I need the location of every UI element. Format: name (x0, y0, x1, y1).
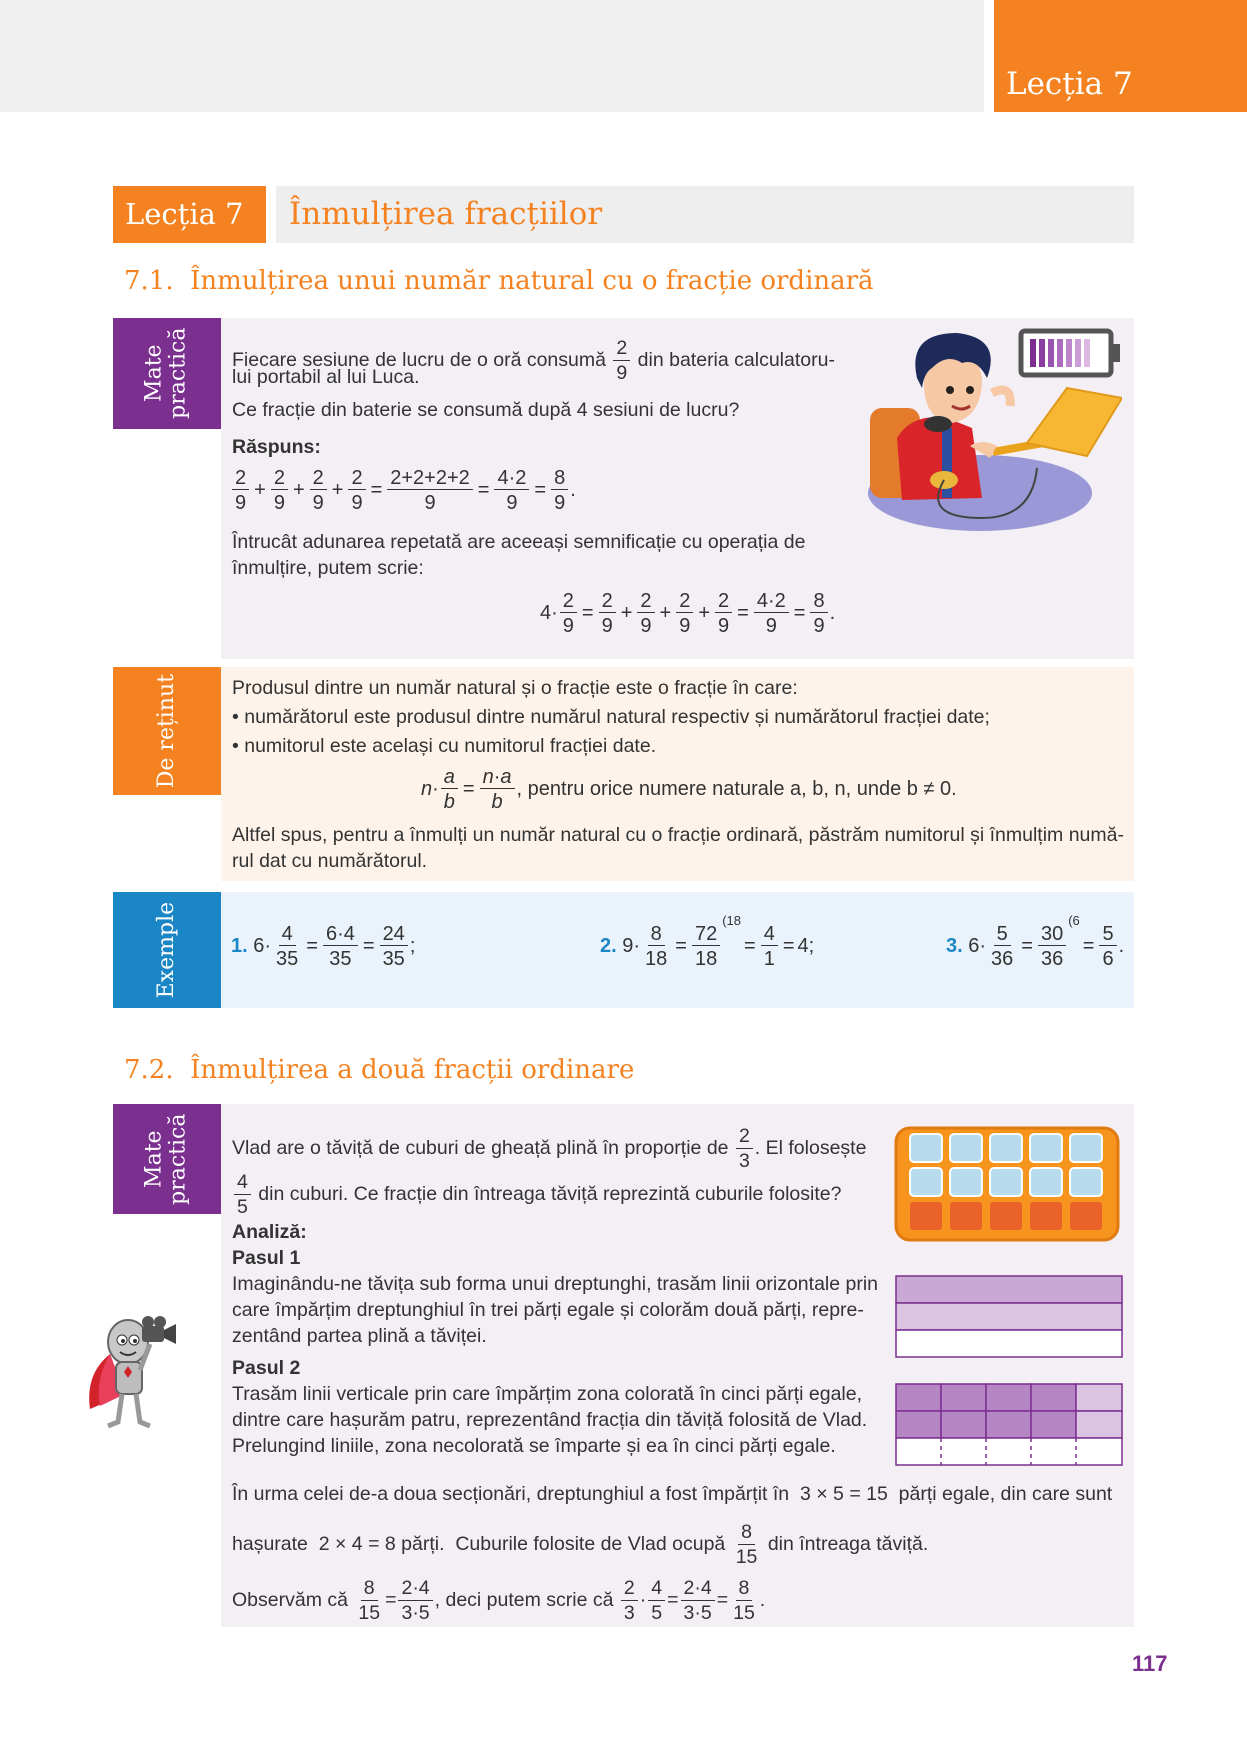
problem-text-1: Fiecare sesiune de lucru de o oră consumă $\frac{2}{9}$ din bateria calculatoru- (232, 337, 835, 384)
answer-label: Răspuns: (232, 436, 321, 458)
section-heading-7-1: 7.1. Înmulțirea unui număr natural cu o fracție ordinară (124, 266, 874, 296)
section-heading-7-2: 7.2. Înmulțirea a două fracții ordinare (124, 1055, 635, 1085)
remember-text-1: Produsul dintre un număr natural și o fracție este o fracție în care: (232, 677, 798, 699)
example-2: 2. 9· $\frac{8}{18}$ = $\frac{72}{18}$ $^{(18}$= $\frac{4}{1}$ = 4; (600, 913, 815, 970)
sum-equation: $\frac{2}{9}$ + $\frac{2}{9}$ + $\frac{2}{9}$ + $\frac{2}{9}$ = $\frac{2+2+2+2}{9}$ = $\frac{4\cdot 2}{9}$ = $\frac{8}{9}$ . (230, 467, 576, 514)
after-text-2: hașurate 2 × 4 = 8 părți. Cuburile folosite de Vlad ocupă $\frac{8}{15}$ din întreaga tăviță. (232, 1521, 929, 1568)
remember-text-2: • numărătorul este produsul dintre numărul natural respectiv și numărătorul fracției date; (232, 706, 990, 728)
step1-text-1: Imaginându-ne tăvița sub forma unui dreptunghi, trasăm linii orizontale prin (232, 1273, 879, 1295)
step1-text-3: zentând partea plină a tăviței. (232, 1325, 487, 1347)
header-bar (0, 0, 984, 112)
ice-tray-illustration (892, 1124, 1122, 1244)
page-number: 117 (1132, 1651, 1168, 1676)
practice-label-2: Mate practică (113, 1104, 221, 1214)
analysis-label: Analiză: (232, 1221, 307, 1243)
step1-text-2: care împărțim dreptunghiul în trei părți egale și colorăm două părți, repre- (232, 1299, 864, 1321)
step1-label: Pasul 1 (232, 1247, 301, 1269)
header-lesson-tab: Lecția 7 (994, 0, 1247, 112)
explanation-1: Întrucât adunarea repetată are aceeași semnificație cu operația de (232, 531, 806, 553)
after-text-1: În urma celei de-a doua secționări, dreptunghiul a fost împărțit în 3 × 5 = 15 părți egale, din care sunt (232, 1483, 1113, 1505)
remember-text-5: rul dat cu numărătorul. (232, 850, 428, 872)
observation-text: Observăm că $\frac{8}{15}$ = $\frac{2\cdot 4}{3\cdot 5}$ , deci putem scrie că $\frac{2}{3}$ · $\frac{4}{5}$ = $\frac{2\cdot 4}{3\cdot 5}$ = $\frac{8}{15}$ . (232, 1577, 766, 1624)
step2-label: Pasul 2 (232, 1357, 301, 1379)
page-title: Înmulțirea fracțiilor (289, 196, 603, 232)
tray-problem-1: Vlad are o tăviță de cuburi de gheață plină în proporție de $\frac{2}{3}$ . El folosește (232, 1125, 867, 1172)
practice-label: Mate practică (113, 318, 221, 429)
product-equation: 4· $\frac{2}{9}$ = $\frac{2}{9}$ + $\frac{2}{9}$ + $\frac{2}{9}$ + $\frac{2}{9}$ = $\frac{4\cdot 2}{9}$ = $\frac{8}{9}$ . (540, 590, 836, 637)
lesson-badge: Lecția 7 (113, 186, 266, 243)
step2-grid-diagram (894, 1382, 1124, 1468)
remember-text-3: • numitorul este același cu numitorul fracției date. (232, 735, 657, 757)
explanation-2: înmulțire, putem scrie: (232, 557, 424, 579)
example-3: 3. 6· $\frac{5}{36}$ = $\frac{30}{36}$ $^{(6}$= $\frac{5}{6}$ . (946, 913, 1125, 970)
fraction-2-9: $\frac{2}{9}$ (613, 338, 630, 384)
example-1: 1. 6· $\frac{4}{35}$ = $\frac{6\cdot 4}{35}$ = $\frac{24}{35}$ ; (231, 923, 416, 970)
rule-formula: n· $\frac{a}{b}$ = $\frac{n\cdot a}{b}$ , pentru orice numere naturale a, b, n, unde b ≠ 0. (421, 766, 957, 813)
tray-problem-2: $\frac{4}{5}$ din cuburi. Ce fracție din întreaga tăviță reprezintă cuburile folosite? (232, 1172, 841, 1218)
remember-label: De reținut (113, 667, 221, 795)
question-text: Ce fracție din baterie se consumă după 4 sesiuni de lucru? (232, 399, 740, 421)
boy-laptop-illustration (862, 328, 1122, 538)
robot-mascot-illustration (80, 1314, 190, 1434)
remember-text-4: Altfel spus, pentru a înmulți un număr natural cu o fracție ordinară, păstrăm numitorul și înmulțim numă- (232, 824, 1124, 846)
step2-text-1: Trasăm linii verticale prin care împărțim zona colorată în cinci părți egale, (232, 1383, 863, 1405)
step2-text-2: dintre care hașurăm patru, reprezentând fracția din tăviță folosită de Vlad. (232, 1409, 868, 1431)
examples-label: Exemple (113, 892, 221, 1008)
problem-text-2: lui portabil al lui Luca. (232, 366, 420, 388)
step2-text-3: Prelungind liniile, zona necolorată se împarte și ea în cinci părți egale. (232, 1435, 836, 1457)
step1-rectangle-diagram (894, 1274, 1124, 1360)
